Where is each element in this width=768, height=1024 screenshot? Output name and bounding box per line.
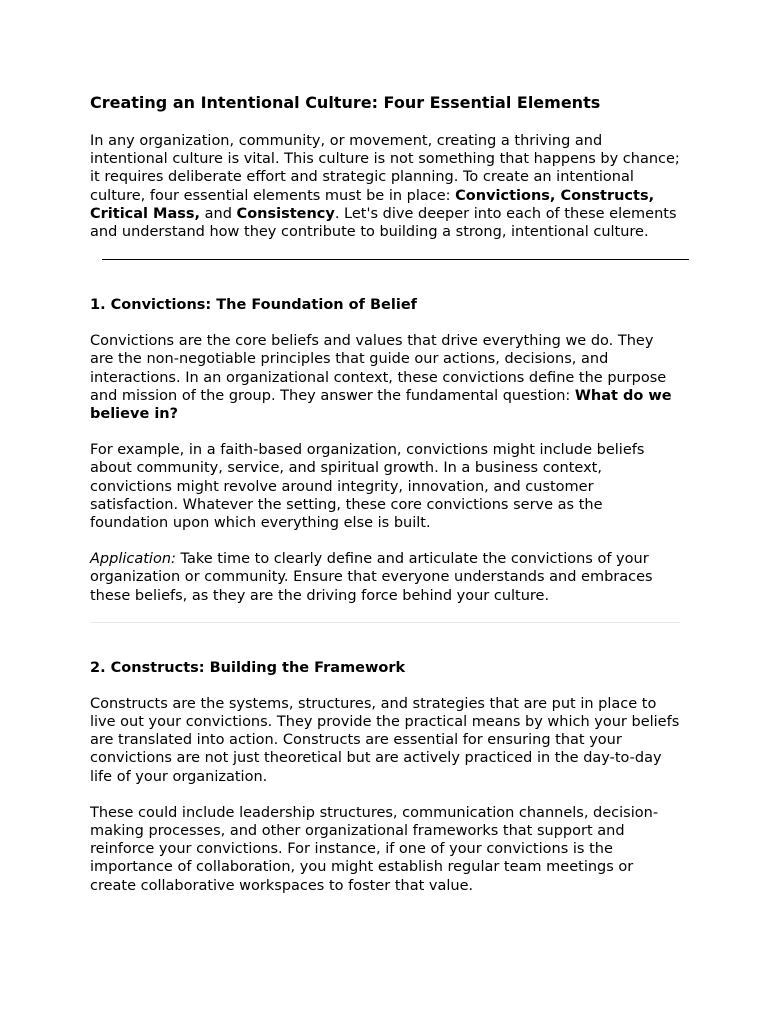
intro-text-3: . Let's dive deeper into each of these elements and understand how they contribute to building a strong, intentional culture. <box>90 205 677 241</box>
section-1-application <box>90 550 680 605</box>
section-2-heading: 2. Constructs: Building the Framework <box>90 659 406 676</box>
section-divider <box>102 259 689 260</box>
intro-bold-elements: Convictions, Constructs, Critical Mass, <box>90 187 655 222</box>
intro-text-1: In any organization, community, or movement, creating a thriving and intentional culture is vital. This culture is not something that happens by chance; it requires deliberate effort and strategic planning. To create an intentional culture, four essential elements must be in place: <box>90 133 680 204</box>
section-1-paragraph-2: For example, in a faith-based organization, convictions might include beliefs about community, service, and spiritual growth. In a business context, convictions might revolve around integrity, innovation, and customer satisfaction. Whatever the setting, these core convictions serve as the foundation upon which everything else is built. <box>90 442 645 532</box>
intro-bold-consistency: Consistency <box>236 205 335 222</box>
section-2-paragraph-1: Constructs are the systems, structures, and strategies that are put in place to live out your convictions. They provide the practical means by which your beliefs are translated into action. Constructs are essential for ensuring that your convictions are not just theoretical but are actively practiced in the day-to-day life of your organization. <box>90 695 680 785</box>
application-text: Take time to clearly define and articulate the convictions of your organization or community. Ensure that everyone understands and embraces these beliefs, as they are the driving force behind your culture. <box>90 551 653 604</box>
section-1-p1-text: Convictions are the core beliefs and values that drive everything we do. They are the non-negotiable principles that guide our actions, decisions, and interactions. In an organizational context, these convictions define the purpose and mission of the group. They answer the fundamental question: <box>90 333 667 404</box>
application-label: Application: <box>90 551 176 568</box>
article-body <box>90 93 680 913</box>
section-1-heading: 1. Convictions: The Foundation of Belief <box>90 297 417 314</box>
section-1-question: What do we believe in? <box>90 387 672 423</box>
intro-text-2: and <box>200 205 237 222</box>
intro-paragraph <box>90 132 680 241</box>
section-1-paragraph-1 <box>90 332 680 423</box>
section-2-paragraph-2: These could include leadership structures, communication channels, decision-making processes, and other organizational frameworks that support and reinforce your convictions. For instance, if one of your convictions is the importance of collaboration, you might establish regular team meetings or create collaborative workspaces to foster that value. <box>90 804 659 894</box>
section-divider-light <box>90 622 680 623</box>
article-title: Creating an Intentional Culture: Four Essential Elements <box>90 93 601 112</box>
